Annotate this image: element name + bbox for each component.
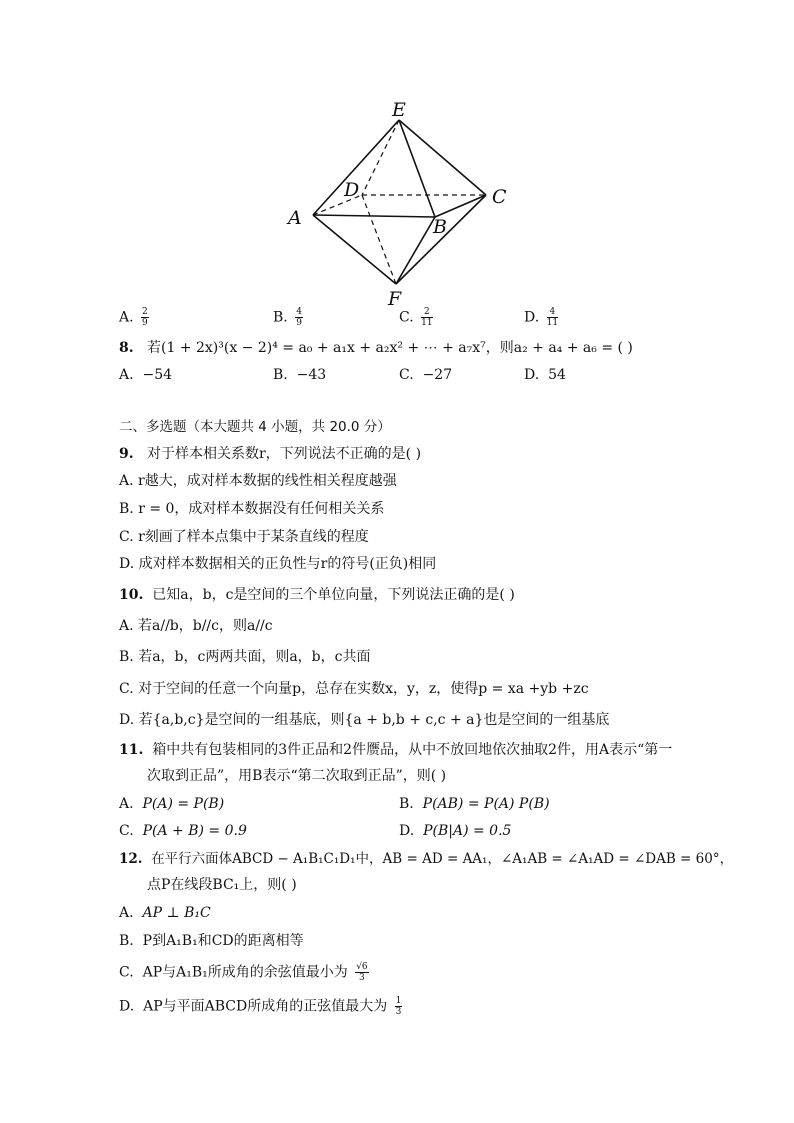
question-number: 9.: [119, 446, 134, 462]
q7-option-b: [273, 307, 303, 328]
q8-option-c: [399, 366, 452, 384]
numerator: 4: [296, 307, 302, 317]
option-text: P(A) = P(B): [142, 796, 225, 812]
question-text: 箱中共有包装相同的3件正品和2件赝品，从中不放回地依次抽取2件，用A表示“第一: [152, 742, 673, 758]
question-text: 若(1 + 2x)³(x − 2)⁴ = a₀ + a₁x + a₂x² + ⋯ + a₇x⁷，则a₂ + a₄ + a₆ = ( ): [146, 340, 633, 356]
option-label: B.: [119, 933, 134, 949]
label-a: A: [288, 207, 302, 229]
fraction: [355, 962, 368, 983]
option-label: B.: [273, 309, 288, 326]
edge-af: [313, 215, 396, 284]
option-text: −27: [422, 367, 453, 383]
edge-ec: [399, 120, 486, 195]
option-text: −54: [142, 367, 173, 383]
option-text: AP与平面ABCD所成角的正弦值最大为: [143, 998, 388, 1015]
numerator: 4: [547, 307, 558, 318]
q9-option-c: C. r刻画了样本点集中于某条直线的程度: [119, 529, 369, 545]
q10-option-a: A. 若a//b，b//c，则a//c: [119, 618, 273, 634]
option-text: AP ⊥ B₁C: [142, 905, 211, 921]
edge-ab: [313, 215, 435, 217]
q8-option-a: [119, 366, 172, 384]
label-b: B: [433, 216, 447, 238]
q11-option-b: [399, 795, 550, 813]
q10-option-b: B. 若a，b，c两两共面，则a，b，c共面: [119, 649, 371, 665]
option-label: C.: [399, 309, 414, 326]
option-text: 54: [548, 367, 566, 383]
q11-stem-line1: [119, 741, 672, 759]
numerator: 2: [421, 307, 432, 318]
edge-bc: [435, 195, 486, 217]
denominator: 11: [421, 318, 433, 328]
q10-option-d: D. 若{a,b,c}是空间的一组基底，则{a + b,b + c,c + a}也是空间的一组基底: [119, 712, 610, 728]
label-e: E: [392, 99, 406, 121]
q12-option-c: [119, 962, 369, 983]
label-f: F: [388, 288, 402, 310]
q11-option-d: [399, 822, 511, 840]
q11-option-a: [119, 795, 224, 813]
option-label: A.: [119, 905, 134, 921]
q12-stem-line1: [119, 850, 733, 868]
option-label: D.: [524, 367, 540, 383]
q9-option-b: B. r = 0，成对样本数据没有任何相关关系: [119, 501, 385, 517]
option-label: B.: [399, 796, 414, 812]
label-c: C: [492, 186, 507, 208]
numerator: √6: [356, 962, 368, 972]
q12-option-b: [119, 932, 304, 950]
question-number: 10.: [119, 587, 144, 603]
q9-stem: [119, 445, 421, 463]
denominator: 9: [142, 318, 148, 328]
q12-stem-line2: 点P在线段BC₁上，则( ): [147, 877, 297, 893]
option-text: P(A + B) = 0.9: [142, 823, 247, 839]
option-label: C.: [119, 964, 134, 981]
option-label: A.: [119, 309, 134, 326]
denominator: 11: [546, 318, 559, 328]
fraction: [421, 307, 432, 328]
option-text: AP与A₁B₁所成角的余弦值最小为: [142, 964, 348, 981]
fraction: [141, 307, 149, 328]
fraction: [547, 307, 558, 328]
q11-stem-line2: 次取到正品”，用B表示“第二次取到正品”，则( ): [147, 768, 447, 784]
option-text: P到A₁B₁和CD的距离相等: [142, 933, 304, 949]
option-label: D.: [399, 823, 415, 839]
edge-cf: [396, 195, 486, 284]
option-text: P(B|A) = 0.5: [423, 823, 512, 839]
label-d: D: [344, 179, 360, 201]
q10-stem: [119, 586, 515, 604]
option-label: C.: [119, 823, 134, 839]
q9-option-d: D. 成对样本数据相关的正负性与r的符号(正负)相同: [119, 556, 437, 572]
denominator: 3: [395, 1007, 402, 1017]
option-label: A.: [119, 796, 134, 812]
option-label: D.: [524, 309, 540, 326]
q8-option-d: [524, 366, 566, 384]
q10-option-c: C. 对于空间的任意一个向量p，总存在实数x，y，z，使得p = xa +yb +zc: [119, 681, 589, 697]
fraction: [395, 996, 403, 1017]
question-number: 12.: [119, 851, 143, 867]
q11-option-c: [119, 822, 247, 840]
q8-stem: [119, 339, 633, 357]
option-label: B.: [273, 367, 288, 383]
option-text: P(AB) = P(A) P(B): [422, 796, 550, 812]
q7-option-a: [119, 307, 149, 328]
numerator: 2: [142, 307, 148, 317]
octahedron-figure: [0, 0, 794, 310]
q12-option-a: [119, 904, 211, 922]
option-text: −43: [296, 367, 327, 383]
question-text: 对于样本相关系数r，下列说法不正确的是( ): [146, 446, 422, 462]
section-heading: 二、多选题（本大题共 4 小题，共 20.0 分）: [119, 419, 391, 435]
fraction: [295, 307, 303, 328]
denominator: 9: [296, 318, 302, 328]
option-label: C.: [399, 367, 414, 383]
option-label: D.: [119, 998, 135, 1015]
edge-ed-hidden: [362, 120, 399, 195]
q7-option-d: [524, 307, 558, 328]
question-number: 11.: [119, 742, 144, 758]
option-label: A.: [119, 367, 134, 383]
numerator: 1: [395, 996, 402, 1006]
question-text: 在平行六面体ABCD − A₁B₁C₁D₁中，AB = AD = AA₁，∠A₁AB = ∠A₁AD = ∠DAB = 60°，: [151, 851, 734, 867]
q12-option-d: [119, 996, 402, 1017]
question-number: 8.: [119, 340, 134, 356]
q9-option-a: A. r越大，成对样本数据的线性相关程度越强: [119, 473, 397, 489]
denominator: 3: [359, 973, 365, 983]
question-text: 已知a，b，c是空间的三个单位向量，下列说法正确的是( ): [152, 587, 515, 603]
q7-option-c: [399, 307, 433, 328]
q8-option-b: [273, 366, 326, 384]
